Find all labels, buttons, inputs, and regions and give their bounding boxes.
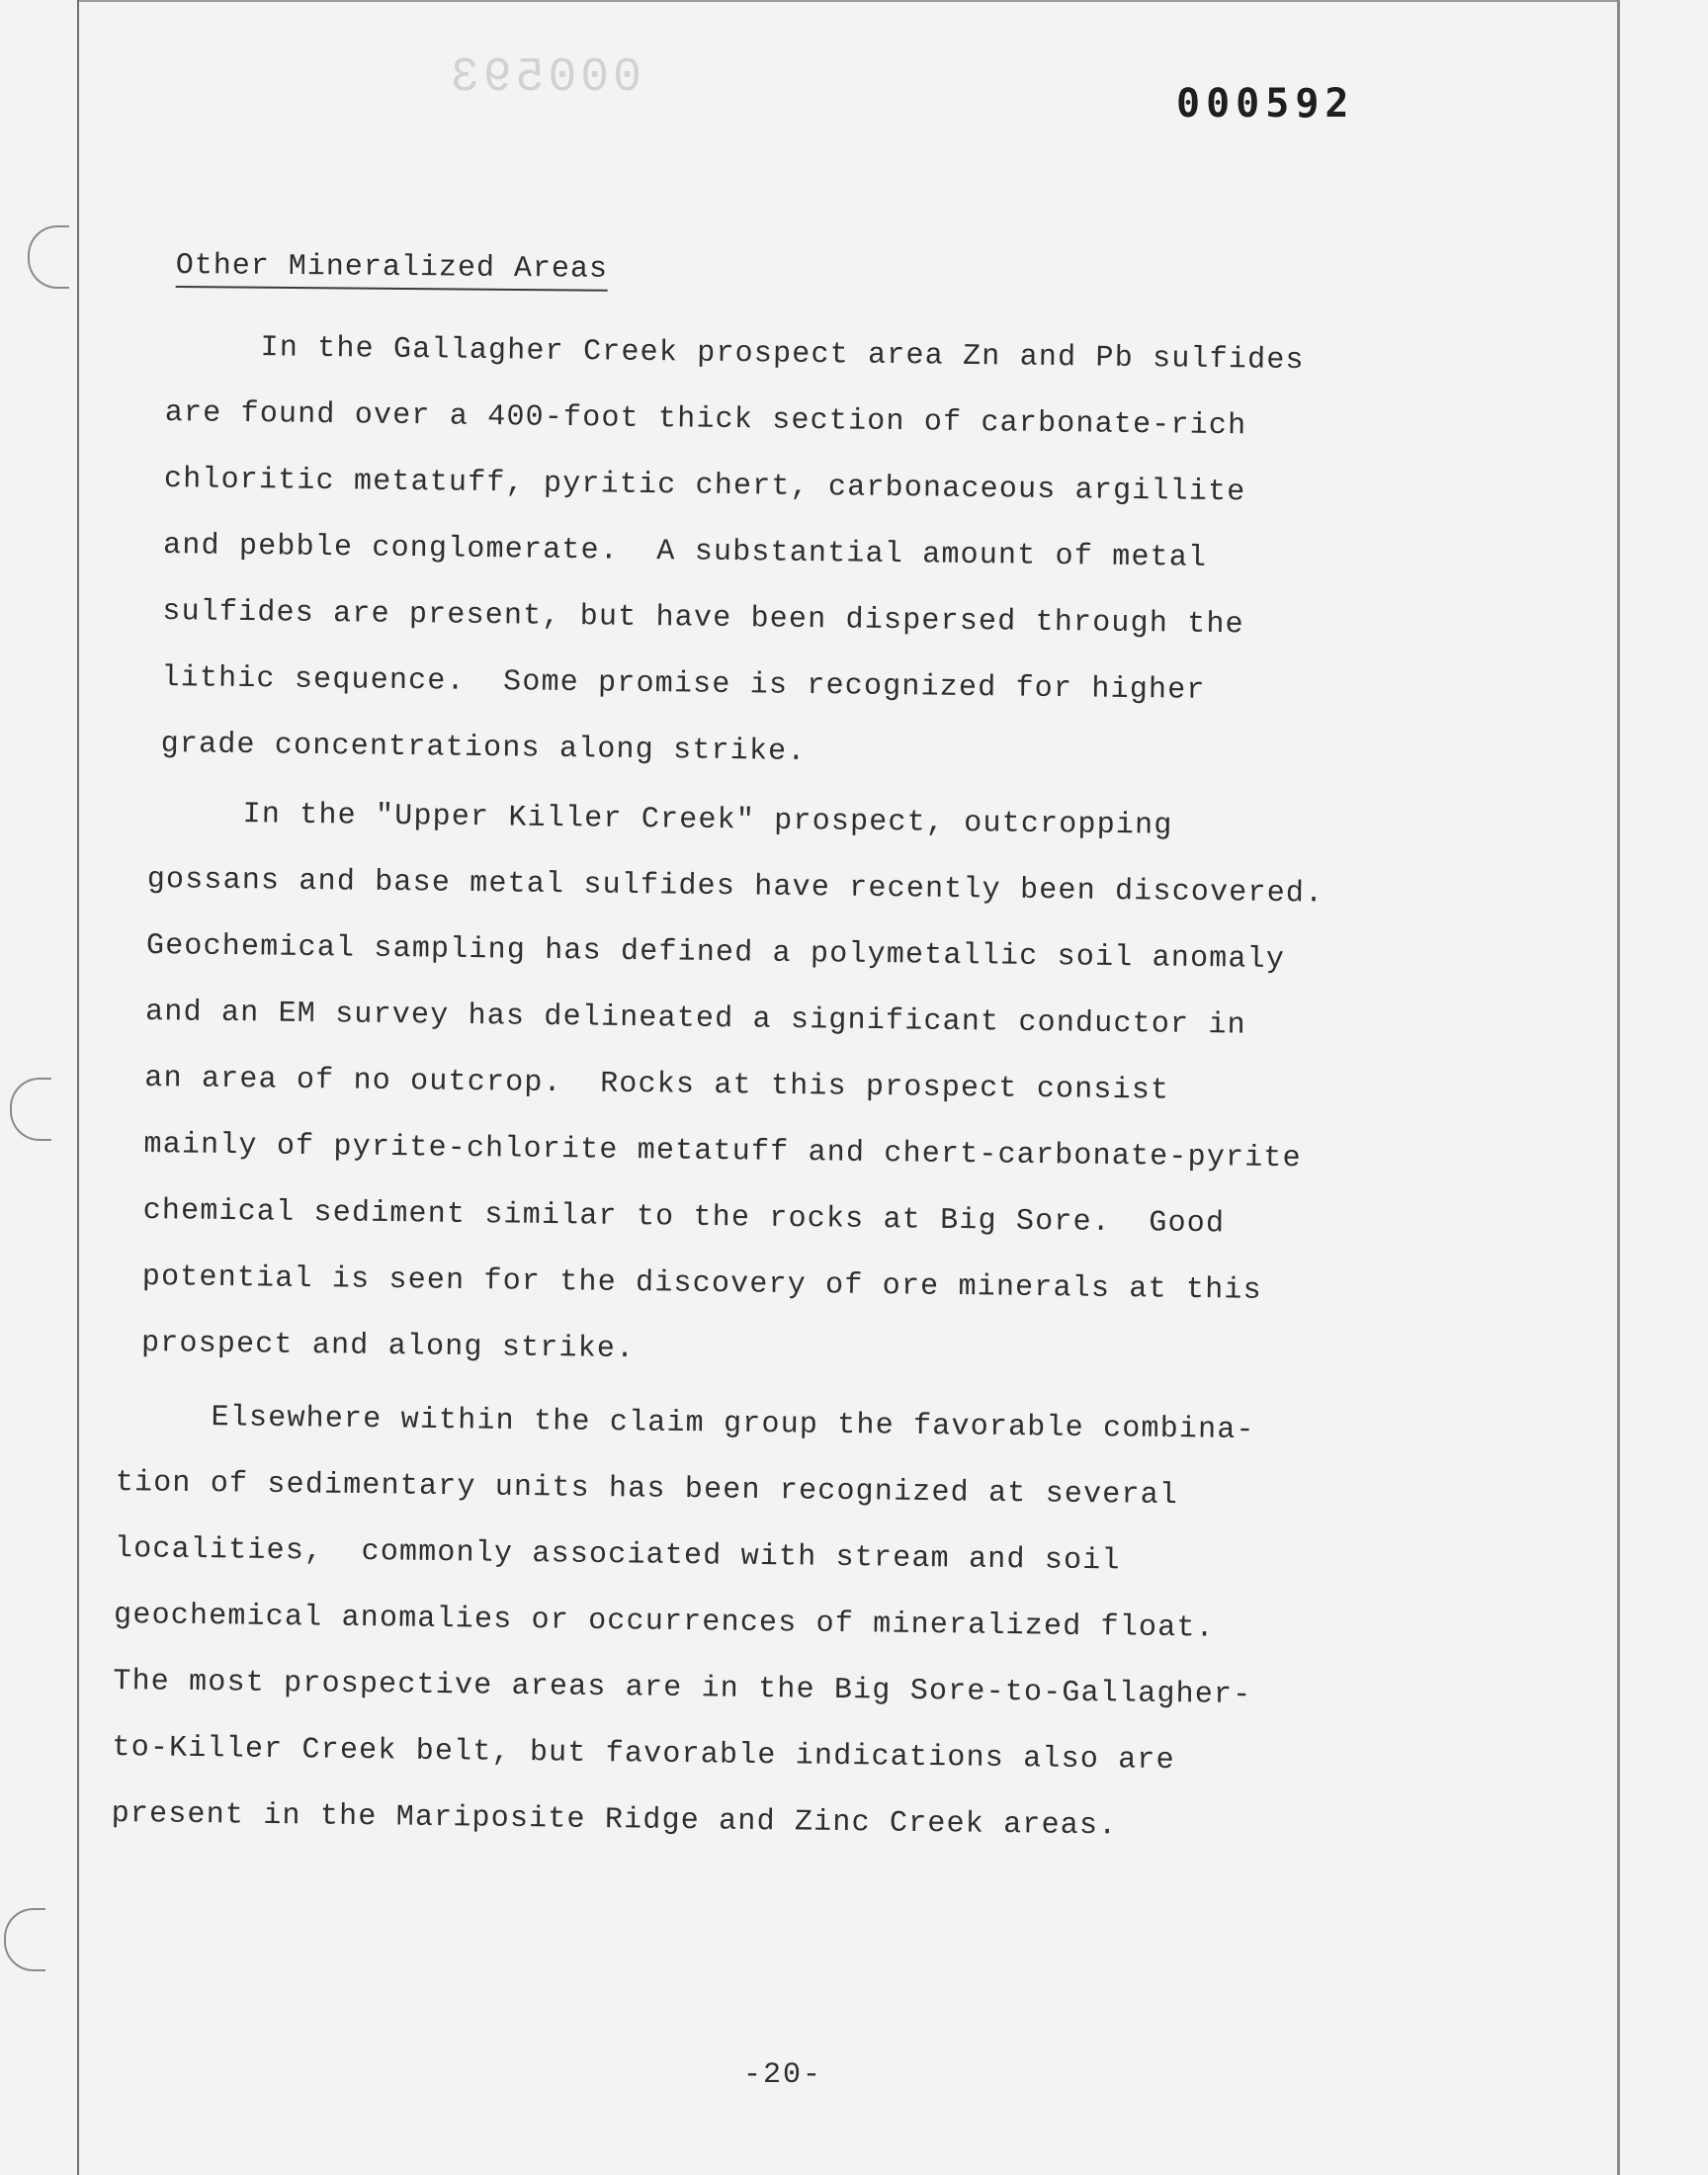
- punch-hole-bottom: [4, 1908, 45, 1971]
- text-line: gossans and base metal sulfides have recently been discovered.: [146, 862, 1324, 912]
- text-line: grade concentrations along strike.: [160, 727, 807, 769]
- page-id-number: 000592: [1176, 81, 1355, 127]
- text-line: lithic sequence. Some promise is recognized for higher: [161, 660, 1206, 708]
- text-line: localities, commonly associated with stream and soil: [114, 1531, 1121, 1579]
- punch-hole-middle: [10, 1078, 51, 1141]
- text-line: mainly of pyrite-chlorite metatuff and chert-carbonate-pyrite: [143, 1127, 1303, 1176]
- paragraph-1: [160, 314, 1305, 792]
- text-line: sulfides are present, but have been dispersed through the: [162, 594, 1245, 643]
- text-line: potential is seen for the discovery of ore minerals at this: [141, 1260, 1262, 1308]
- text-line: The most prospective areas are in the Big Sore-to-Gallagher-: [113, 1664, 1252, 1713]
- text-line: tion of sedimentary units has been recognized at several: [115, 1465, 1179, 1514]
- scan-edge-right: [1617, 0, 1620, 2175]
- text-line: present in the Mariposite Ridge and Zinc Creek areas.: [111, 1796, 1118, 1844]
- section-heading: Other Mineralized Areas: [176, 249, 608, 292]
- text-line: to-Killer Creek belt, but favorable indications also are: [112, 1730, 1176, 1779]
- text-line: are found over a 400-foot thick section of carbonate-rich: [164, 395, 1247, 444]
- text-line: prospect and along strike.: [140, 1326, 636, 1367]
- ghost-stamp-number: 000593: [447, 51, 641, 105]
- text-line: an area of no outcrop. Rocks at this prospect consist: [144, 1061, 1170, 1108]
- text-line: and pebble conglomerate. A substantial amount of metal: [162, 528, 1208, 575]
- text-line: Elsewhere within the claim group the favorable combina-: [116, 1399, 1255, 1448]
- paragraph-3: [111, 1384, 1255, 1862]
- text-line: chloritic metatuff, pyritic chert, carbonaceous argillite: [163, 462, 1246, 510]
- scan-edge-left: [77, 0, 79, 2175]
- text-line: geochemical anomalies or occurrences of mineralized float.: [113, 1598, 1216, 1646]
- paragraph-2: [141, 781, 1325, 1392]
- text-line: In the Gallagher Creek prospect area Zn and Pb sulfides: [165, 329, 1305, 379]
- text-line: and an EM survey has delineated a significant conductor in: [144, 995, 1247, 1043]
- punch-hole-top: [28, 225, 69, 289]
- text-line: chemical sediment similar to the rocks at Big Sore. Good: [142, 1193, 1226, 1242]
- page-number: -20-: [743, 2058, 823, 2092]
- text-line: Geochemical sampling has defined a polymetallic soil anomaly: [145, 928, 1286, 978]
- text-line: In the "Upper Killer Creek" prospect, outcropping: [147, 796, 1173, 843]
- scan-edge-top: [77, 0, 1619, 2]
